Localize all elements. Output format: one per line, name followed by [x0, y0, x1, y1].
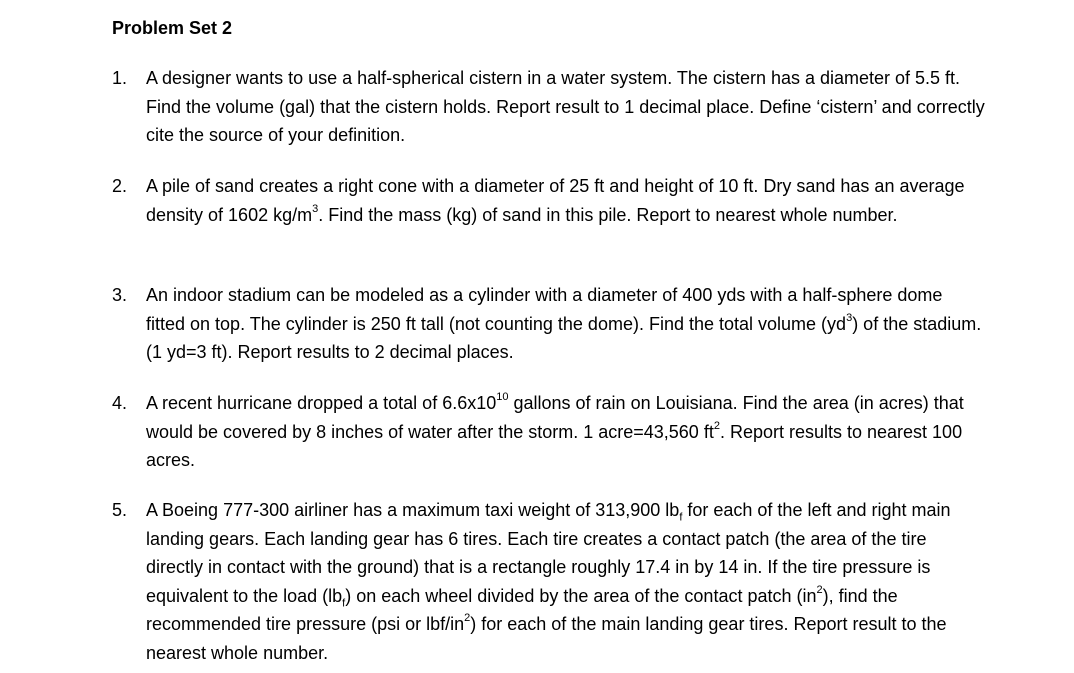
- subscript: f: [679, 511, 683, 524]
- problem-1: [112, 64, 1012, 150]
- superscript: 2: [464, 612, 471, 624]
- problem-text: A recent hurricane dropped a total of $6.6x10^{10}$ gallons of rain on Louisiana. Find the area (in acres) that would be covered by 8 inches of water after the storm. 1 acre=43,560 $ft^2$. Report results to nearest 100 acres.: [146, 391, 964, 470]
- problem-number: 3.: [112, 285, 128, 305]
- problem-number: 2.: [112, 176, 128, 196]
- page-title: Problem Set 2: [112, 18, 233, 38]
- problem-text: A pile of sand creates a right cone with a diameter of 25 ft and height of 10 ft. Dry sand has an average density of 1602 $kg/m^3$. Find the mass (kg) of sand in this pile. Report to nearest whole number.: [146, 176, 965, 225]
- problem-number: 4.: [112, 393, 128, 413]
- problem-5: [112, 496, 1012, 667]
- superscript: 3: [312, 202, 319, 215]
- problem-text: A designer wants to use a half-spherical cistern in a water system. The cistern has a diameter of 5.5 ft. Find the volume (gal) that the cistern holds. Report result to 1 decimal place. Define ‘cistern’ and correctly cite the source of your definition.: [146, 68, 985, 145]
- problem-text: A Boeing 777-300 airliner has a maximum taxi weight of 313,900 $lb_f$ for each of the left and right main landing gears. Each landing gear has 6 tires. Each tire creates a contact patch (the area of the tire directly in contact with the ground) that is a rectangle roughly 17.4 in by 14 in. If the tire pressure is equivalent to the load $(lb_f)$ on each wheel divided by the area of the contact patch $(in^2)$, find the recommended tire pressure (psi or lbf/$in^2$) for each of the main landing gear tires. Report result to the nearest whole number.: [146, 500, 951, 663]
- problem-number: 5.: [112, 500, 128, 520]
- problem-2: [112, 172, 1012, 229]
- problem-number: 1.: [112, 68, 128, 88]
- subscript: f: [342, 597, 346, 610]
- problem-3: [112, 281, 1012, 367]
- problem-text: An indoor stadium can be modeled as a cylinder with a diameter of 400 yds with a half-sphere dome fitted on top. The cylinder is 250 ft tall (not counting the dome). Find the total volume $(yd^3)$ of the stadium. (1 yd=3 ft). Report results to 2 decimal places.: [146, 285, 982, 362]
- superscript: 3: [846, 311, 853, 324]
- problem-4: [112, 389, 1012, 475]
- superscript: 2: [816, 583, 823, 596]
- superscript: 10: [496, 391, 509, 403]
- superscript: 2: [713, 419, 720, 432]
